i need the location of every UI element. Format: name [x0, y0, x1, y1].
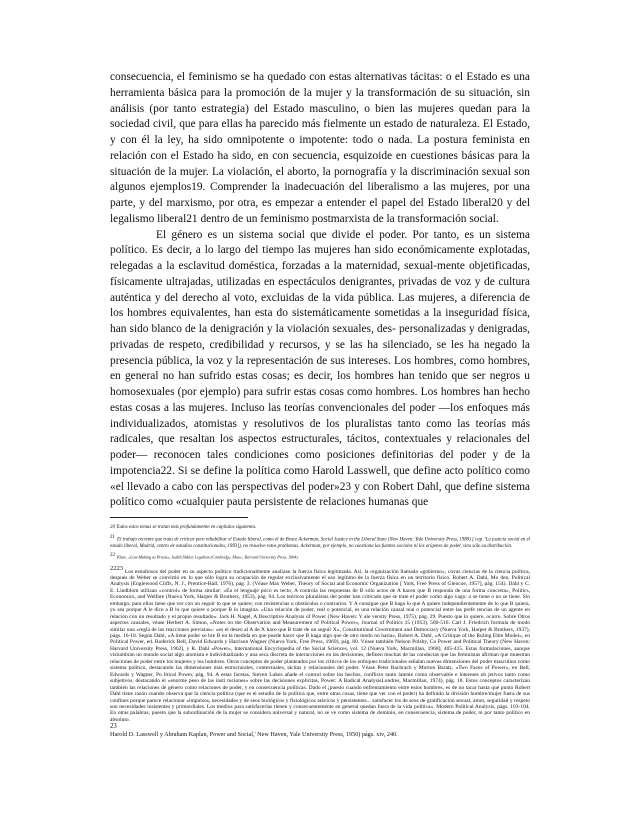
footnote-20: 20 Todos estos temas se tratan más profundamente en capítulos siguientes. — [110, 525, 257, 530]
footnote-21-number: 21 — [110, 534, 115, 540]
footnote-24-text: Harold D. Lasswell y Abraham Kaplan, Power and Social,' New Haven, Yale University Press, 1950) págs. xiv, 240. — [110, 731, 398, 739]
footnote-22-text: Klare, «Law-Making as Praxis», Judith Shklar, Legalism (Cambridge, Mass.; Harvard University Press, 1964). — [117, 555, 299, 561]
footnote-separator — [110, 517, 248, 518]
footnote-22 — [110, 553, 530, 562]
body-text — [110, 70, 530, 511]
footnote-23 — [110, 566, 530, 724]
footnote-23-number: 22 — [110, 564, 117, 572]
paragraph-2: El género es un sistema social que divide el poder. Por tanto, es un sistema político. Es decir, a lo largo del tiempo las mujeres han sido económicamente explotadas, relegadas a la esclavitud doméstica, forzadas a la maternidad, sexual-mente objetificadas, físicamente ultrajadas, utilizadas en espectáculos denigrantes, privadas de voz y de cultura auténtica y del derecho al voto, excluidas de la vida pública. Las mujeres, a diferencia de los hombres equivalentes, han esta do sistemáticamente sometidas a la inseguridad física, han sido blanco de la denigración y la violación sexuales, des- personalizadas y denigradas, privadas de respeto, credibilidad y recursos, y se las ha silenciado, se les ha negado la presencia pública, la voz y la representación de sus intereses. Los hombres, como hombres, en general no han sufrido estas cosas; es decir, los hombres han tenido que ser negros u homosexuales (por ejemplo) para sufrir estas cosas como hombres. Los hombres han hecho estas cosas a las mujeres. Incluso las teorías convencionales del poder —los enfoques más individualizados, atomistas y resolutivos de los pluralistas tanto como las teorías más radicales, que resaltan los aspectos estructurales, tácitos, contextuales y relacionales del poder— reconocen tales condiciones como posiciones definitorias del poder y de la impotencia22. Si se define la política como Harold Lasswell, que define acto político como «el llevado a cabo con las perspectivas del poder»23 y con Robert Dahl, que define sistema político como «cualquier pauta persistente de relaciones humanas que — [110, 228, 530, 509]
footnote-22-number: 22 — [110, 553, 115, 559]
footnote-23-text: Los estudiosos del poder en su aspecto político tradicionalmente analizan la fuerza física legitimada. Así, la organización llamada «gobierno», cuyas ciencias de la ciencia política, después de Weber se convirtió en lo que sólo logra su ocupación de regular exclusivamente el uso legítimo de la fuerza física en un territorio físico. Robert A. Dahl, Mo den, Political Analysis (Englewood Cliffs, N. J., Prentice-Hall, 1976), pág. 3. (Véase Max Weber, Theory of Social and Economic Organization [ York, Free Press of Glencoe, 1957], pág. 154). Dahl y C. E. Lindblom utilizan «control» de forma similar: «En el lenguaje poco es tecto, A controla las respuestas de B sólo actos de A hacen que B responda de una forma concreta», Politics, Economics, and Welfare (Nueva York, Harper & Brothers, 1953), pág. 94. Los teóricos pluralistas del poder han criticado que se trate el poder como algo vago: o se tiene o no se tiene. Sin embargo, para ellos tiene que ver con un seguir lo que se quiere; con resistencias u obstáculos o contrarios. Y A consigue que B haga lo que A quiere independientemente de lo que B quiera, yo sea porque A le dice a B lo que quiere o porque B lo imagina. «Una relación de poder, real o potencial, es una relación causal real o potencial entre las prefe rencias de un agente en relación con un resultado y el propio resultado». Jack H. Nagel, A Descriptive Analysis of Power (New Haven: Y ale versity Press, 1975), pág. 29. Puesto que lo quiere, ocurre. Sobre Otros aspectos causales, véase Herbert A. Simon, «Notes on the Observation and Measurement of Political Power», Journal of Politics 15 (1953), 500-516. Carl J. Friedrich formula de modo similar una «regla de las reacciones previstas»: «es el deseo al A de X hace que B trate de un seguir X», Constitutional Government and Democracy (Nueva York, Harper & Brothers, 1937), págs. 16-18. Según Dahl, «A tiene poder so bre B en la medida en que puede hacer que B haga algo que de otro modo no haría», Robert A. Dahl, «A Critique of the Ruling Elite Model», en Political Power, ed. Roderick Bell, David Edwards y Harrison Wagner (Nueva York, Free Press, 1969), pág. 80. Véase también Nelson Polsby, Co Power and Political Theory (New Haven: Harvard University Press, 1962), y R. Dahl «Power», International Encyclopedia of the Social Sciences, vol. 12 (Nueva York, Macmillan, 1968), 405-415. Estas formulaciones, aunque vislumbran un mundo social algo atomista e individualizado y una seca discreta de interacciones en las decisiones, definen muchas de las conductas que las feministas afirman que muestran relaciones de poder entre los mujeres y los hombres. Otros conceptos de poder planteados por los críticos de los enfoques tradicionales señalan nuevas dimensiones del poder masculino como sistema político, destacando las dimensiones más estructurales, contextuales, tácitas y relacionales del poder. Véase Peter Bachrach y Morton Baratz, «Two Faces of Power», en Bell, Edwards y Wagner, Po litical Power, pág. 94. A estas facetas, Steven Lukes añade el control sobre los hechos, conflicto tanto latente como observable e intereses ob jetivos tanto como subjetivos, destacando el «enorme peso de las insti tuciones» sobre las decisiones explícitas, Power: A Radical AnalysisLondres, Macmillan, 1974), pág. 18. Estos conceptos caracterizan también las relaciones de género como relaciones de poder, y en consecuencia políticas. Dado el ¡puesto cuando enfrentamiento entre estos hombres, es de no tacar hasta qué punto Robert Dahl tiene razón cuando observa que la ciencia política (que es el estudio de la política que, entre otras cosas, tiene que ver con el poder) ha definido la división hombre/mujer fuera de sus confines porque parece relacionar «impulsos, necesidades y de seos biológicos y fisiológicos atávicos y persistentes... satisfacer los de seos de gratificación sexual, amor, seguridad y respeto son necesidades insistentes y primordiales. Los medios para satisfacerlas tienen y consecuentemente en general quedan fuera de la vida política», Modern Political Analysis, págs. 103-104. En otras palabras, puesto que la subordinación de la mujer se considera universal y natural, no se ve como sistema de dominio, en consecuencia, sistema de poder, ni por tanto político en absoluto. — [110, 568, 531, 723]
footnote-21-text: El trabajo reciente que trata de criticar pero rehabilitar el Estado liberal, como el de Bruce Ackerman, Social Justice in the Liberal State (New Haven: Yale University Press, 1980) [ cap. 'La justicia social en el estado liberal, Madrid, centro de estudios constitucionales, 1993]), no resuelve estos problemas. Ackerman, por ejemplo, no cuestiona las fuentes sociales ni los orígenes de poder, sino sólo su distribución. — [110, 537, 530, 549]
footnotes — [110, 525, 530, 739]
footnote-24-number: 23 — [110, 723, 117, 731]
footnote-24 — [110, 723, 530, 739]
footnote-21 — [110, 535, 530, 551]
paragraph-1: consecuencia, el feminismo se ha quedado con estas alternativas tácitas: o el Estado es una herramienta básica para la promoción de la mujer y la transformación de su situación, sin análisis (por tanto estrategia) del Estado masculino, o bien las mujeres quedan para la sociedad civil, que para ellas ha parecido más fielmente un estado de naturaleza. El Estado, y con él la ley, ha sido omnipotente o impotente: todo o nada. La postura feminista en relación con el Estado ha sido, en con secuencia, esquizoide en cuestiones básicas para la situación de la mujer. La violación, el aborto, la pornografía y la discriminación sexual son algunos ejemplos19. Comprender la inadecuación del liberalismo a las mujeres, por una parte, y del marxismo, por otra, es empezar a entender el papel del Estado liberal20 y del legalismo liberal21 dentro de un feminismo postmarxista de la transformación social. — [110, 71, 530, 225]
document-page — [110, 70, 530, 739]
footnote-23-subnumber: 23 — [116, 564, 123, 572]
